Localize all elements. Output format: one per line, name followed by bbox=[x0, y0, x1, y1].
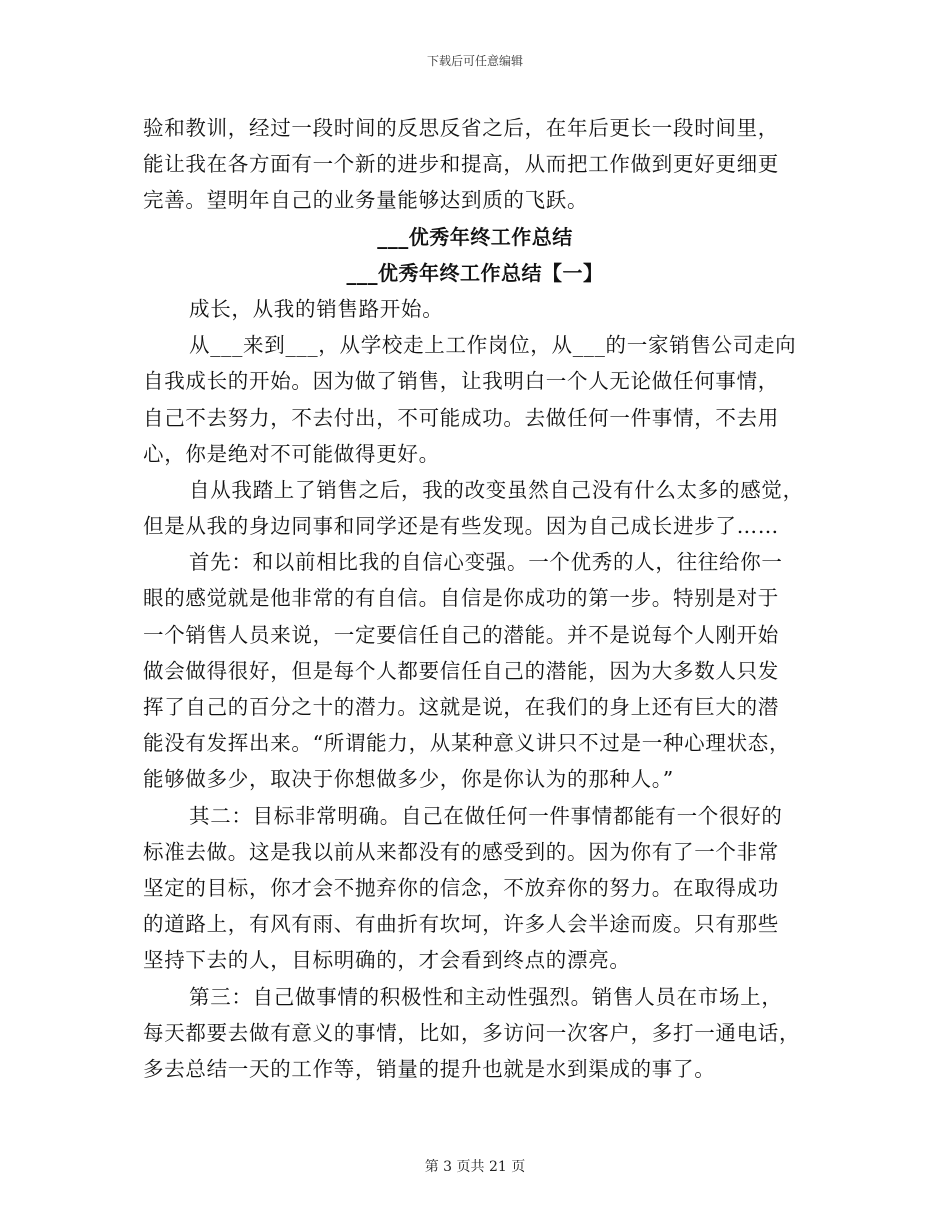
text-line: 一个销售人员来说，一定要信任自己的潜能。并不是说每个人刚开始 bbox=[143, 622, 779, 647]
page-number: 第 3 页共 21 页 bbox=[424, 1159, 526, 1175]
text-line: 心，你是绝对不可能做得更好。 bbox=[143, 441, 440, 466]
text-line: 但是从我的身边同事和同学还是有些发现。因为自己成长进步了…… bbox=[143, 514, 779, 539]
text-line: 从___来到___，从学校走上工作岗位，从___的一家销售公司走向 bbox=[189, 333, 797, 358]
text-line: 自从我踏上了销售之后，我的改变虽然自己没有什么太多的感觉， bbox=[189, 477, 804, 502]
text-line: 标准去做。这是我以前从来都没有的感受到的。因为你有了一个非常 bbox=[143, 839, 779, 864]
section-title: ___优秀年终工作总结【一】 bbox=[346, 260, 604, 285]
text-line: 自己不去努力，不去付出，不可能成功。去做任何一件事情，不去用 bbox=[143, 405, 779, 430]
text-line: 其二：目标非常明确。自己在做任何一件事情都能有一个很好的 bbox=[189, 803, 783, 828]
text-line: 能没有发挥出来。“所谓能力，从某种意义讲只不过是一种心理状态， bbox=[143, 731, 791, 756]
text-line: 首先：和以前相比我的自信心变强。一个优秀的人，往往给你一 bbox=[189, 550, 783, 575]
text-line: 第三：自己做事情的积极性和主动性强烈。销售人员在市场上， bbox=[189, 984, 783, 1009]
text-line: 多去总结一天的工作等，销量的提升也就是水到渠成的事了。 bbox=[143, 1056, 716, 1081]
text-lines bbox=[143, 110, 807, 1087]
text-line: 完善。望明年自己的业务量能够达到质的飞跃。 bbox=[143, 188, 589, 213]
text-line: 做会做得很好，但是每个人都要信任自己的潜能，因为大多数人只发 bbox=[143, 658, 779, 683]
text-line: 坚持下去的人，目标明确的，才会看到终点的漂亮。 bbox=[143, 948, 631, 973]
document-body bbox=[143, 110, 807, 1087]
text-line: 自我成长的开始。因为做了销售，让我明白一个人无论做任何事情， bbox=[143, 369, 779, 394]
text-line: 挥了自己的百分之十的潜力。这就是说，在我们的身上还有巨大的潜 bbox=[143, 695, 779, 719]
text-line: 成长，从我的销售路开始。 bbox=[189, 296, 444, 321]
text-line: 能够做多少，取决于你想做多少，你是你认为的那种人。” bbox=[143, 767, 674, 792]
section-title: ___优秀年终工作总结 bbox=[377, 224, 573, 249]
text-line: 的道路上，有风有雨、有曲折有坎坷，许多人会半途而废。只有那些 bbox=[143, 912, 779, 937]
text-line: 眼的感觉就是他非常的有自信。自信是你成功的第一步。特别是对于 bbox=[143, 586, 779, 611]
page-header: 下载后可任意编辑 bbox=[426, 54, 523, 68]
text-line: 能让我在各方面有一个新的进步和提高，从而把工作做到更好更细更 bbox=[143, 152, 779, 177]
text-line: 验和教训，经过一段时间的反思反省之后，在年后更长一段时间里， bbox=[143, 116, 779, 140]
text-line: 每天都要去做有意义的事情，比如，多访问一次客户，多打一通电话， bbox=[143, 1020, 801, 1045]
text-line: 坚定的目标，你才会不抛弃你的信念，不放弃你的努力。在取得成功 bbox=[143, 875, 779, 900]
